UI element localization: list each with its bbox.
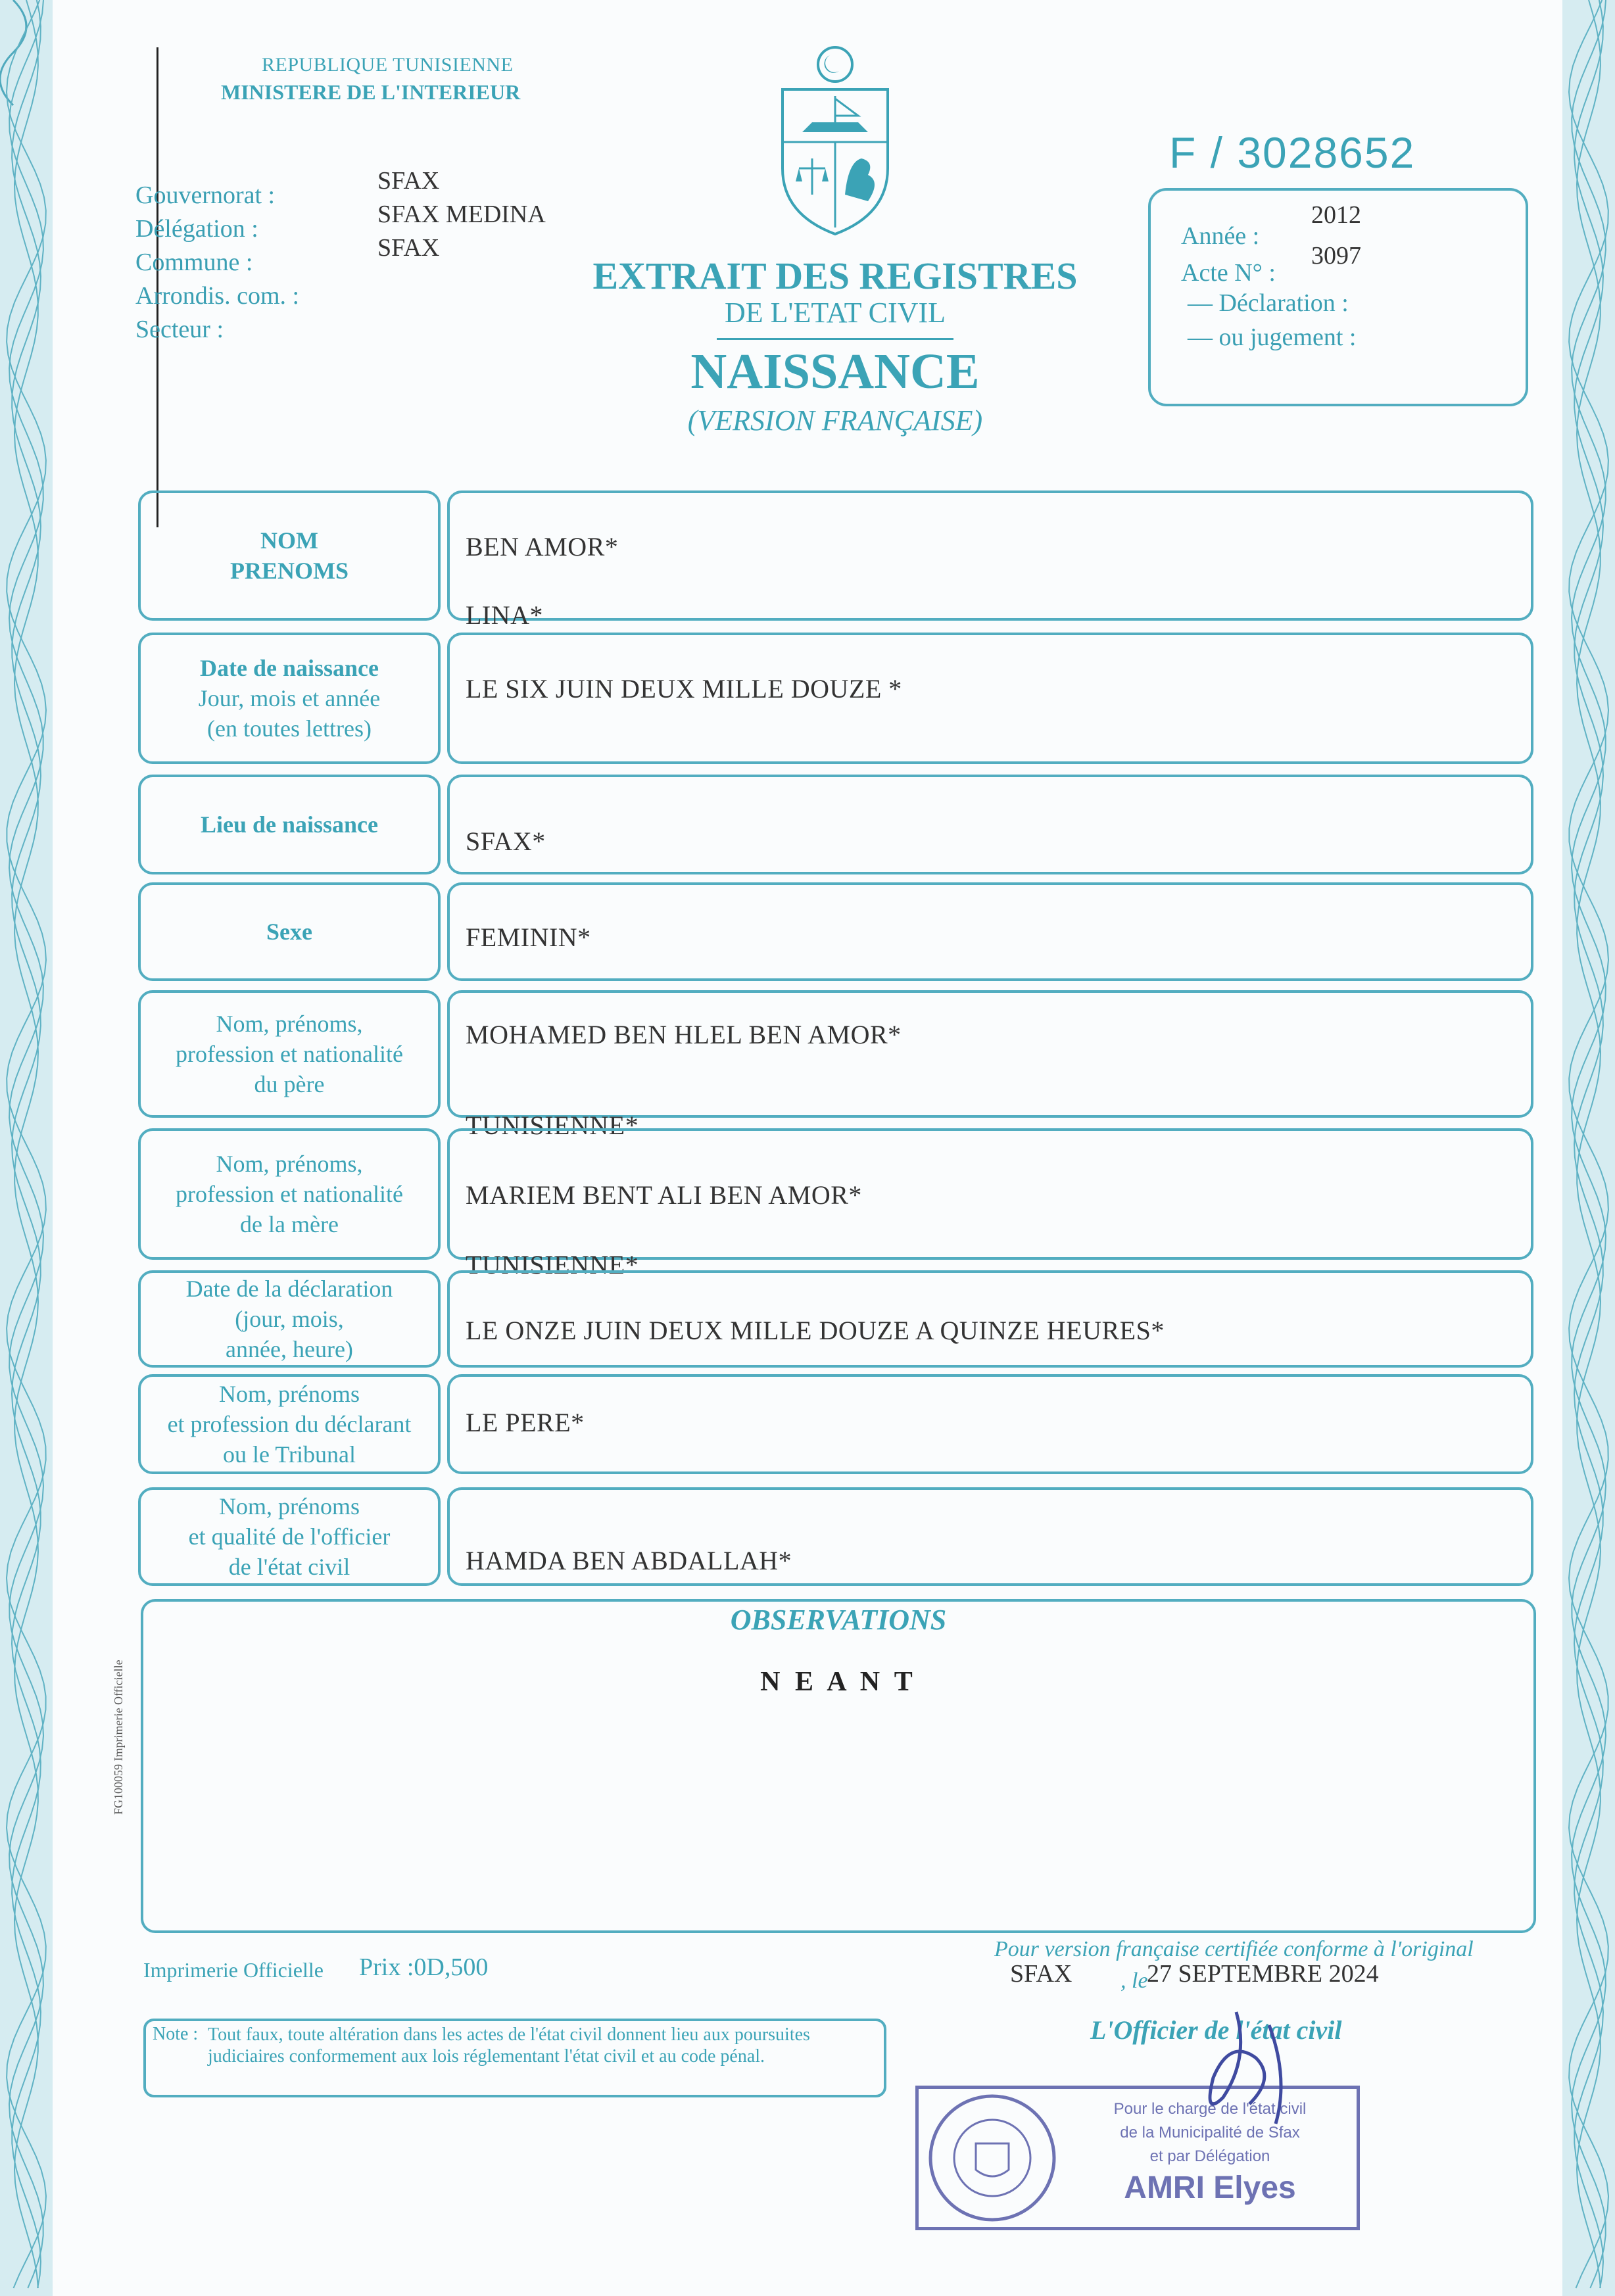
annee-value: 2012 (1311, 201, 1361, 229)
mere-label-3: de la mère (240, 1211, 339, 1237)
prenoms-value: LINA* (466, 600, 544, 630)
document-subtitle: DE L'ETAT CIVIL (725, 297, 946, 329)
value-box-declarant (447, 1374, 1533, 1474)
label-mere (138, 1128, 441, 1260)
label-date-naissance (138, 633, 441, 764)
version-francaise-title: (VERSION FRANÇAISE) (687, 404, 983, 437)
label-declarant (138, 1374, 441, 1474)
value-box-sexe (447, 882, 1533, 981)
pere-label-2: profession et nationalité (176, 1041, 403, 1067)
declaration-label-1: Date de la déclaration (185, 1276, 393, 1302)
officier-value: HAMDA BEN ABDALLAH* (466, 1546, 792, 1575)
location-labels (135, 179, 299, 347)
declarant-label-1: Nom, prénoms (219, 1381, 360, 1407)
label-sexe (138, 882, 441, 981)
lieu-naissance-value: SFAX* (466, 826, 546, 856)
acte-number-label: Acte N° : (1181, 259, 1276, 287)
stamp-line-1: Pour le chargé de l'état civil (1113, 2100, 1307, 2118)
label-lieu-naissance (138, 775, 441, 874)
title-divider (717, 338, 953, 340)
date-naissance-value: LE SIX JUIN DEUX MILLE DOUZE * (466, 674, 902, 704)
coat-of-arms-emblem (769, 43, 901, 241)
officier-label-1: Nom, prénoms (219, 1493, 360, 1519)
annee-label: Année : (1181, 222, 1260, 250)
date-declaration-value: LE ONZE JUIN DEUX MILLE DOUZE A QUINZE HEURES* (466, 1316, 1165, 1345)
serial-number: F / 3028652 (1169, 128, 1416, 177)
declaration-label-3: année, heure) (226, 1336, 353, 1362)
delegation-value: SFAX MEDINA (377, 201, 546, 228)
left-decorative-border (0, 0, 53, 2296)
gouvernorat-value: SFAX (377, 167, 440, 195)
officer-title: L'Officier de l'état civil (1090, 2015, 1342, 2045)
pere-label-1: Nom, prénoms, (216, 1011, 363, 1037)
sexe-label: Sexe (266, 919, 312, 945)
label-nom-prenoms (138, 490, 441, 621)
officier-label-2: et qualité de l'officier (188, 1523, 391, 1550)
arrondissement-label: Arrondis. com. : (135, 282, 300, 310)
naissance-title: NAISSANCE (690, 344, 980, 399)
stamp-line-2: de la Municipalité de Sfax (1120, 2124, 1300, 2141)
stamp-seal-circle (923, 2091, 1061, 2225)
secteur-label: Secteur : (135, 316, 224, 343)
ministry-heading: MINISTERE DE L'INTERIEUR (221, 80, 521, 104)
pere-nationality-value: TUNISIENNE* (466, 1111, 639, 1140)
sexe-value: FEMININ* (466, 922, 591, 952)
mere-nationality-value: TUNISIENNE* (466, 1250, 639, 1280)
nom-value: BEN AMOR* (466, 532, 619, 562)
date-naissance-label: Date de naissance (200, 655, 379, 681)
signature (1177, 1999, 1322, 2130)
mere-label-2: profession et nationalité (176, 1181, 403, 1207)
officier-label-3: de l'état civil (228, 1554, 350, 1580)
place-value: SFAX (1010, 1960, 1073, 1988)
republic-heading: REPUBLIQUE TUNISIENNE (262, 54, 514, 76)
lieu-naissance-label: Lieu de naissance (200, 811, 379, 838)
declarant-value: LE PERE* (466, 1408, 585, 1437)
price: Prix :0D,500 (359, 1953, 489, 1981)
acte-number-value: 3097 (1311, 242, 1361, 270)
right-decorative-border (1562, 0, 1615, 2296)
nom-label: NOM (260, 527, 318, 554)
stamp-name: AMRI Elyes (1124, 2170, 1296, 2205)
pere-label-3: du père (254, 1071, 325, 1097)
mere-label-1: Nom, prénoms, (216, 1151, 363, 1177)
date-naissance-sub1: Jour, mois et année (198, 685, 381, 711)
value-box-pere (447, 990, 1533, 1118)
declaration-label: — Déclaration : (1188, 289, 1349, 317)
commune-label: Commune : (135, 249, 253, 276)
declarant-label-2: et profession du déclarant (167, 1411, 412, 1437)
value-box-lieu-naissance (447, 775, 1533, 874)
stamp-line-3: et par Délégation (1149, 2147, 1270, 2165)
commune-value: SFAX (377, 234, 440, 262)
gouvernorat-label: Gouvernorat : (135, 181, 276, 209)
observations-title: OBSERVATIONS (730, 1604, 947, 1636)
date-value: 27 SEPTEMBRE 2024 (1147, 1960, 1379, 1988)
observations-value: N E A N T (760, 1667, 917, 1697)
label-pere (138, 990, 441, 1118)
label-officier (138, 1487, 441, 1586)
delegation-label: Délégation : (135, 215, 258, 243)
pere-name-value: MOHAMED BEN HLEL BEN AMOR* (466, 1020, 902, 1049)
declarant-label-3: ou le Tribunal (222, 1441, 356, 1468)
mere-name-value: MARIEM BENT ALI BEN AMOR* (466, 1180, 862, 1210)
side-print-note: FG100059 Imprimerie Officielle (112, 1660, 125, 1815)
date-le-label: , le (1121, 1969, 1148, 1993)
date-naissance-sub2: (en toutes lettres) (207, 715, 372, 742)
note-text: Tout faux, toute altération dans les actes de l'état civil donnent lieu aux poursuites judiciaires conformement aux lois réglementant l'état civil et au code pénal. (208, 2024, 810, 2067)
certified-note: Pour version française certifiée conforme à l'original (994, 1937, 1474, 1961)
label-date-declaration (138, 1270, 441, 1368)
jugement-label: — ou jugement : (1188, 323, 1357, 351)
location-values (377, 164, 546, 265)
note-label: Note : (153, 2024, 199, 2044)
prenoms-label: PRENOMS (230, 558, 349, 584)
printer-name: Imprimerie Officielle (143, 1958, 324, 1982)
declaration-label-2: (jour, mois, (235, 1306, 344, 1332)
document-title: EXTRAIT DES REGISTRES (592, 254, 1078, 297)
observations-box (141, 1599, 1536, 1933)
